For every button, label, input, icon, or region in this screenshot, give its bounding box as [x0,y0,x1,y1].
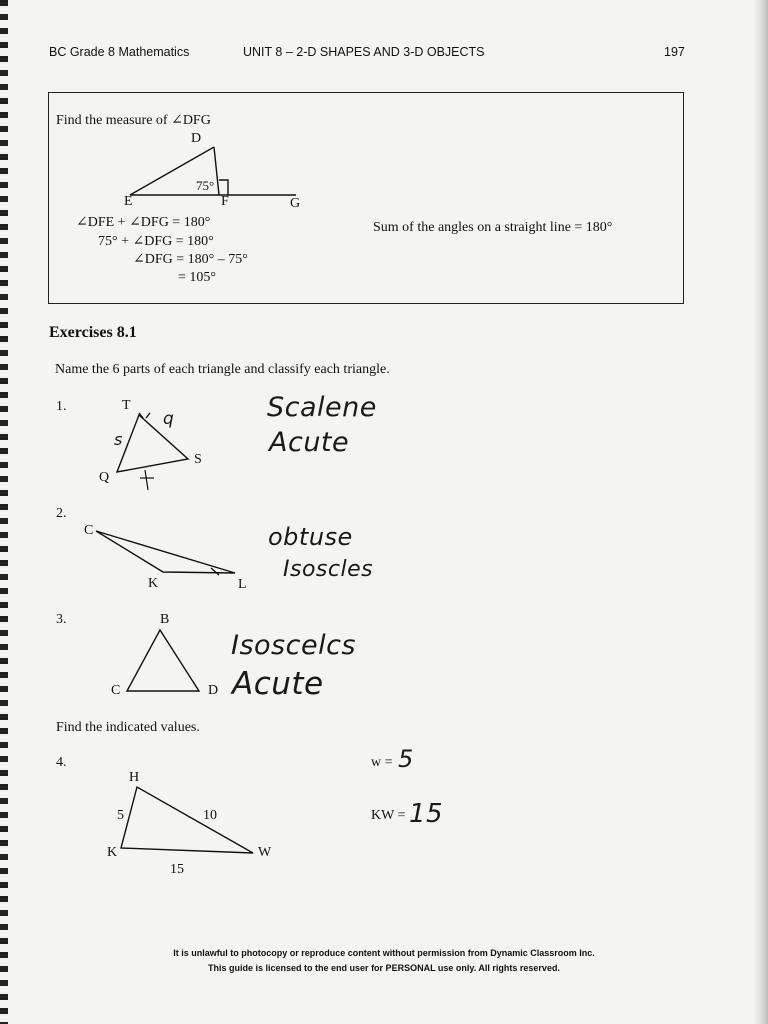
footer-line-2: This guide is licensed to the end user for PERSONAL use only. All rights reserved. [208,963,560,973]
triangle-2 [96,531,235,575]
step-4: = 105° [178,270,216,285]
vertex-K-2: K [148,576,159,591]
unit-title: UNIT 8 – 2-D SHAPES AND 3-D OBJECTS [243,45,485,59]
handwritten-isoscles: Isoscles [283,557,374,582]
triangle-3 [127,630,199,691]
vertex-L: L [238,577,247,592]
vertex-H: H [129,770,140,785]
course-title: BC Grade 8 Mathematics [49,45,190,59]
side-HK: 5 [117,808,124,823]
label-angle: 75° [196,178,215,193]
label-G: G [290,196,301,211]
exercises-title: Exercises 8.1 [49,324,137,341]
vertex-W: W [258,845,272,860]
label-E: E [124,194,133,209]
vertex-T: T [122,398,131,413]
handwritten-obtuse: obtuse [268,523,353,551]
page-number: 197 [664,45,685,59]
answer-kw-label: KW = [371,808,406,823]
side-HW: 10 [203,808,217,823]
find-instruction: Find the indicated values. [56,720,200,735]
step-3: ∠DFG = 180° – 75° [133,252,248,267]
step-2: 75° + ∠DFG = 180° [98,234,214,249]
handwritten-acute-1: Acute [269,427,350,458]
answer-kw-value: 15 [409,799,444,829]
footer-line-1: It is unlawful to photocopy or reproduce content without permission from Dynamic Classroom Inc. [173,948,595,958]
handwritten-side-q: q [163,409,175,429]
handwritten-tick [140,470,154,490]
example-prompt: Find the measure of ∠DFG [56,113,211,128]
handwritten-acute-3: Acute [232,666,324,702]
step-1: ∠DFE + ∠DFG = 180° [76,215,211,230]
vertex-C-2: C [84,523,94,538]
handwritten-isoscelcs: Isoscelcs [231,630,356,661]
example-reason: Sum of the angles on a straight line = 180° [373,220,613,235]
item-number-4: 4. [56,755,67,770]
label-F: F [221,194,229,209]
handwritten-side-s: s [114,430,123,449]
answer-w-value: 5 [398,745,414,773]
exercises-instruction: Name the 6 parts of each triangle and classify each triangle. [55,362,390,377]
vertex-C-3: C [111,683,121,698]
triangle-1 [117,413,188,472]
handwritten-scalene: Scalene [267,392,377,423]
vertex-K-4: K [107,845,118,860]
vertex-D-3: D [208,683,219,698]
label-D: D [191,131,202,146]
item-number-3: 3. [56,612,67,627]
item-number-2: 2. [56,506,67,521]
vertex-B: B [160,612,170,627]
side-KW: 15 [170,862,184,877]
triangle-4 [121,787,253,853]
vertex-Q: Q [99,470,110,485]
answer-w-label: w = [371,755,393,770]
vertex-S: S [194,452,202,467]
item-number-1: 1. [56,399,67,414]
